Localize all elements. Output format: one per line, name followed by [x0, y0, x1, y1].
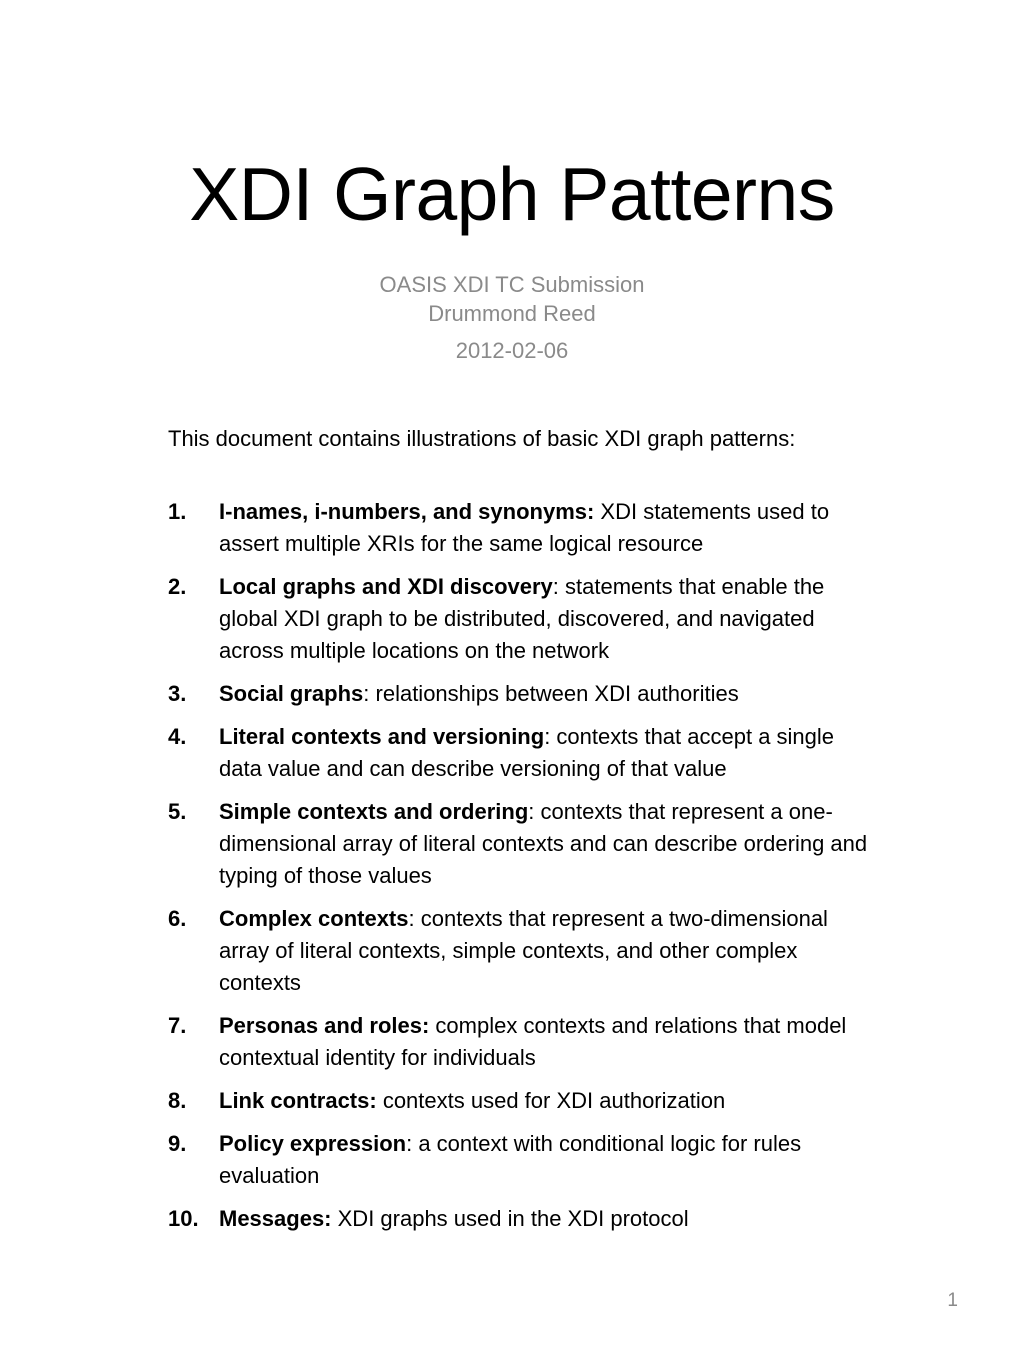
- item-term: Policy expression: [219, 1131, 407, 1156]
- list-item: [168, 903, 868, 999]
- list-item: [168, 721, 868, 785]
- item-number: 1.: [168, 499, 187, 524]
- item-number: 2.: [168, 574, 187, 599]
- item-number: 5.: [168, 799, 187, 824]
- submission-label: OASIS XDI TC Submission: [379, 272, 645, 297]
- item-term: Social graphs: [219, 681, 364, 706]
- item-number: 6.: [168, 906, 187, 931]
- page-number: 1: [947, 1290, 958, 1311]
- item-description: XDI graphs used in the XDI protocol: [331, 1206, 689, 1231]
- item-term: Complex contexts: [219, 906, 409, 931]
- item-description: complex contexts and relations that model contextual identity for individuals: [219, 1013, 847, 1070]
- item-description: : a context with conditional logic for rules evaluation: [219, 1131, 802, 1188]
- list-item: [168, 1203, 868, 1235]
- item-description: : contexts that represent a two-dimensional array of literal contexts, simple contexts, and other complex contexts: [219, 906, 828, 995]
- item-term: Local graphs and XDI discovery: [219, 574, 553, 599]
- item-term: Personas and roles:: [219, 1013, 430, 1038]
- list-item: [168, 796, 868, 892]
- item-number: 3.: [168, 681, 187, 706]
- item-number: 8.: [168, 1088, 187, 1113]
- list-item: [168, 571, 868, 667]
- item-description: : statements that enable the global XDI graph to be distributed, discovered, and navigated across multiple locations on the network: [219, 574, 825, 663]
- author-name: Drummond Reed: [428, 301, 596, 326]
- item-description: : relationships between XDI authorities: [363, 681, 739, 706]
- list-item: [168, 496, 868, 560]
- list-item: [168, 1010, 868, 1074]
- item-term: Literal contexts and versioning: [219, 724, 545, 749]
- item-description: : contexts that accept a single data value and can describe versioning of that value: [219, 724, 835, 781]
- item-number: 10.: [168, 1206, 199, 1231]
- pattern-list: [168, 496, 868, 1246]
- item-term: Messages:: [219, 1206, 332, 1231]
- item-description: contexts used for XDI authorization: [376, 1088, 726, 1113]
- page-title: XDI Graph Patterns: [189, 152, 835, 236]
- item-term: Link contracts:: [219, 1088, 377, 1113]
- item-description: : contexts that represent a one-dimensional array of literal contexts and can describe ordering and typing of those values: [219, 799, 868, 888]
- item-term: Simple contexts and ordering: [219, 799, 529, 824]
- item-term: I-names, i-numbers, and synonyms:: [219, 499, 595, 524]
- item-number: 9.: [168, 1131, 187, 1156]
- item-number: 7.: [168, 1013, 187, 1038]
- list-item: [168, 678, 868, 710]
- document-date: 2012-02-06: [455, 338, 569, 363]
- intro-paragraph: This document contains illustrations of basic XDI graph patterns:: [168, 426, 796, 451]
- item-number: 4.: [168, 724, 187, 749]
- list-item: [168, 1085, 868, 1117]
- list-item: [168, 1128, 868, 1192]
- item-description: XDI statements used to assert multiple XRIs for the same logical resource: [219, 499, 830, 556]
